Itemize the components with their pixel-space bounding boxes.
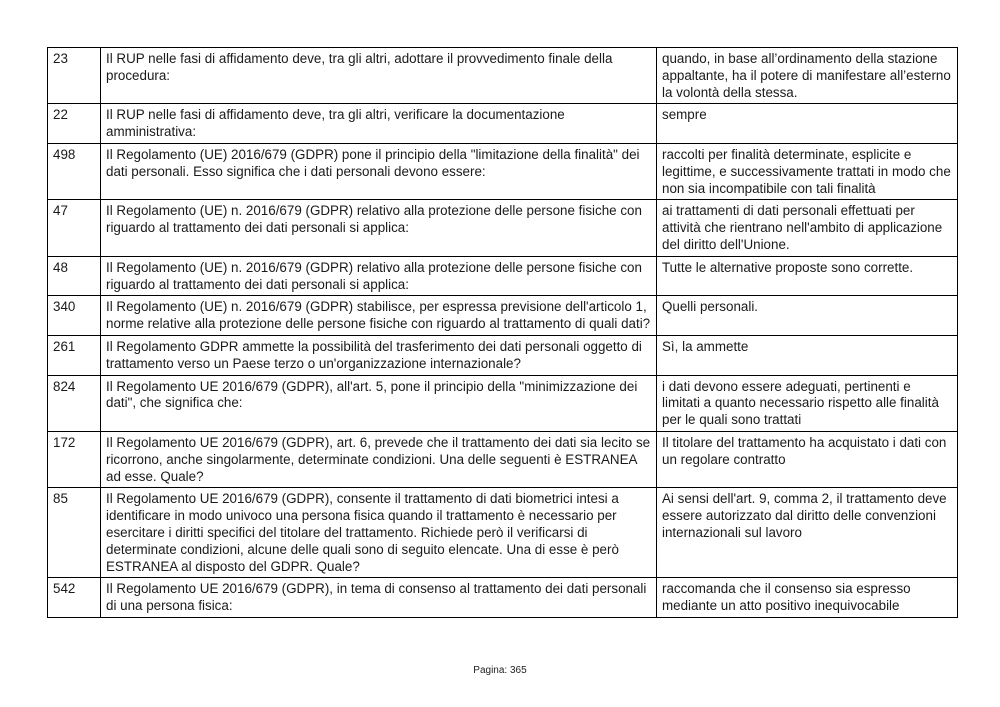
question-id: 47 <box>48 200 101 256</box>
answer-text: Quelli personali. <box>657 296 958 336</box>
table-row <box>48 296 958 336</box>
answer-text: sempre <box>657 104 958 144</box>
question-text: Il RUP nelle fasi di affidamento deve, tra gli altri, verificare la documentazione amministrativa: <box>101 104 657 144</box>
table-row <box>48 335 958 375</box>
table-row <box>48 143 958 199</box>
question-id: 261 <box>48 335 101 375</box>
question-text: Il Regolamento UE 2016/679 (GDPR), all'art. 5, pone il principio della "minimizzazione dei dati", che significa che: <box>101 375 657 431</box>
question-id: 23 <box>48 48 101 104</box>
question-text: Il Regolamento UE 2016/679 (GDPR), consente il trattamento di dati biometrici intesi a identificare in modo univoco una persona fisica quando il trattamento è necessario per esercitare i diritti specifici del titolare del trattamento. Richiede però il verificarsi di determinate condizioni, alcune delle quali sono di seguito elencate. Una di esse è però ESTRANEA al disposto del GDPR. Quale? <box>101 488 657 578</box>
question-id: 48 <box>48 256 101 296</box>
answer-text: Ai sensi dell'art. 9, comma 2, il trattamento deve essere autorizzato dal diritto delle convenzioni internazionali sul lavoro <box>657 488 958 578</box>
question-table <box>47 47 958 618</box>
question-id: 85 <box>48 488 101 578</box>
question-id: 340 <box>48 296 101 336</box>
question-id: 498 <box>48 143 101 199</box>
question-text: Il Regolamento UE 2016/679 (GDPR), art. 6, prevede che il trattamento dei dati sia lecito se ricorrono, anche singolarmente, determinate condizioni. Una delle seguenti è ESTRANEA ad esse. Quale? <box>101 431 657 487</box>
question-text: Il Regolamento UE 2016/679 (GDPR), in tema di consenso al trattamento dei dati personali di una persona fisica: <box>101 578 657 618</box>
question-text: Il Regolamento (UE) 2016/679 (GDPR) pone il principio della "limitazione della finalità" dei dati personali. Esso significa che i dati personali devono essere: <box>101 143 657 199</box>
table-row <box>48 256 958 296</box>
question-text: Il Regolamento (UE) n. 2016/679 (GDPR) relativo alla protezione delle persone fisiche con riguardo al trattamento dei dati personali si applica: <box>101 256 657 296</box>
page-number: Pagina: 365 <box>473 665 527 676</box>
answer-text: Tutte le alternative proposte sono corrette. <box>657 256 958 296</box>
question-id: 22 <box>48 104 101 144</box>
question-id: 824 <box>48 375 101 431</box>
answer-text: Il titolare del trattamento ha acquistato i dati con un regolare contratto <box>657 431 958 487</box>
answer-text: Sì, la ammette <box>657 335 958 375</box>
answer-text: raccomanda che il consenso sia espresso mediante un atto positivo inequivocabile <box>657 578 958 618</box>
table-row <box>48 48 958 104</box>
question-text: Il RUP nelle fasi di affidamento deve, tra gli altri, adottare il provvedimento finale della procedura: <box>101 48 657 104</box>
question-id: 542 <box>48 578 101 618</box>
question-id: 172 <box>48 431 101 487</box>
table-row <box>48 375 958 431</box>
question-text: Il Regolamento (UE) n. 2016/679 (GDPR) relativo alla protezione delle persone fisiche con riguardo al trattamento dei dati personali si applica: <box>101 200 657 256</box>
table-row <box>48 488 958 578</box>
table-row <box>48 578 958 618</box>
answer-text: i dati devono essere adeguati, pertinenti e limitati a quanto necessario rispetto alle finalità per le quali sono trattati <box>657 375 958 431</box>
table-row <box>48 104 958 144</box>
question-text: Il Regolamento (UE) n. 2016/679 (GDPR) stabilisce, per espressa previsione dell'articolo 1, norme relative alla protezione delle persone fisiche con riguardo al trattamento di quali dati? <box>101 296 657 336</box>
answer-text: quando, in base all’ordinamento della stazione appaltante, ha il potere di manifestare all’esterno la volontà della stessa. <box>657 48 958 104</box>
question-text: Il Regolamento GDPR ammette la possibilità del trasferimento dei dati personali oggetto di trattamento verso un Paese terzo o un'organizzazione internazionale? <box>101 335 657 375</box>
answer-text: ai trattamenti di dati personali effettuati per attività che rientrano nell'ambito di applicazione del diritto dell'Unione. <box>657 200 958 256</box>
table-row <box>48 200 958 256</box>
table-row <box>48 431 958 487</box>
answer-text: raccolti per finalità determinate, esplicite e legittime, e successivamente trattati in modo che non sia incompatibile con tali finalità <box>657 143 958 199</box>
